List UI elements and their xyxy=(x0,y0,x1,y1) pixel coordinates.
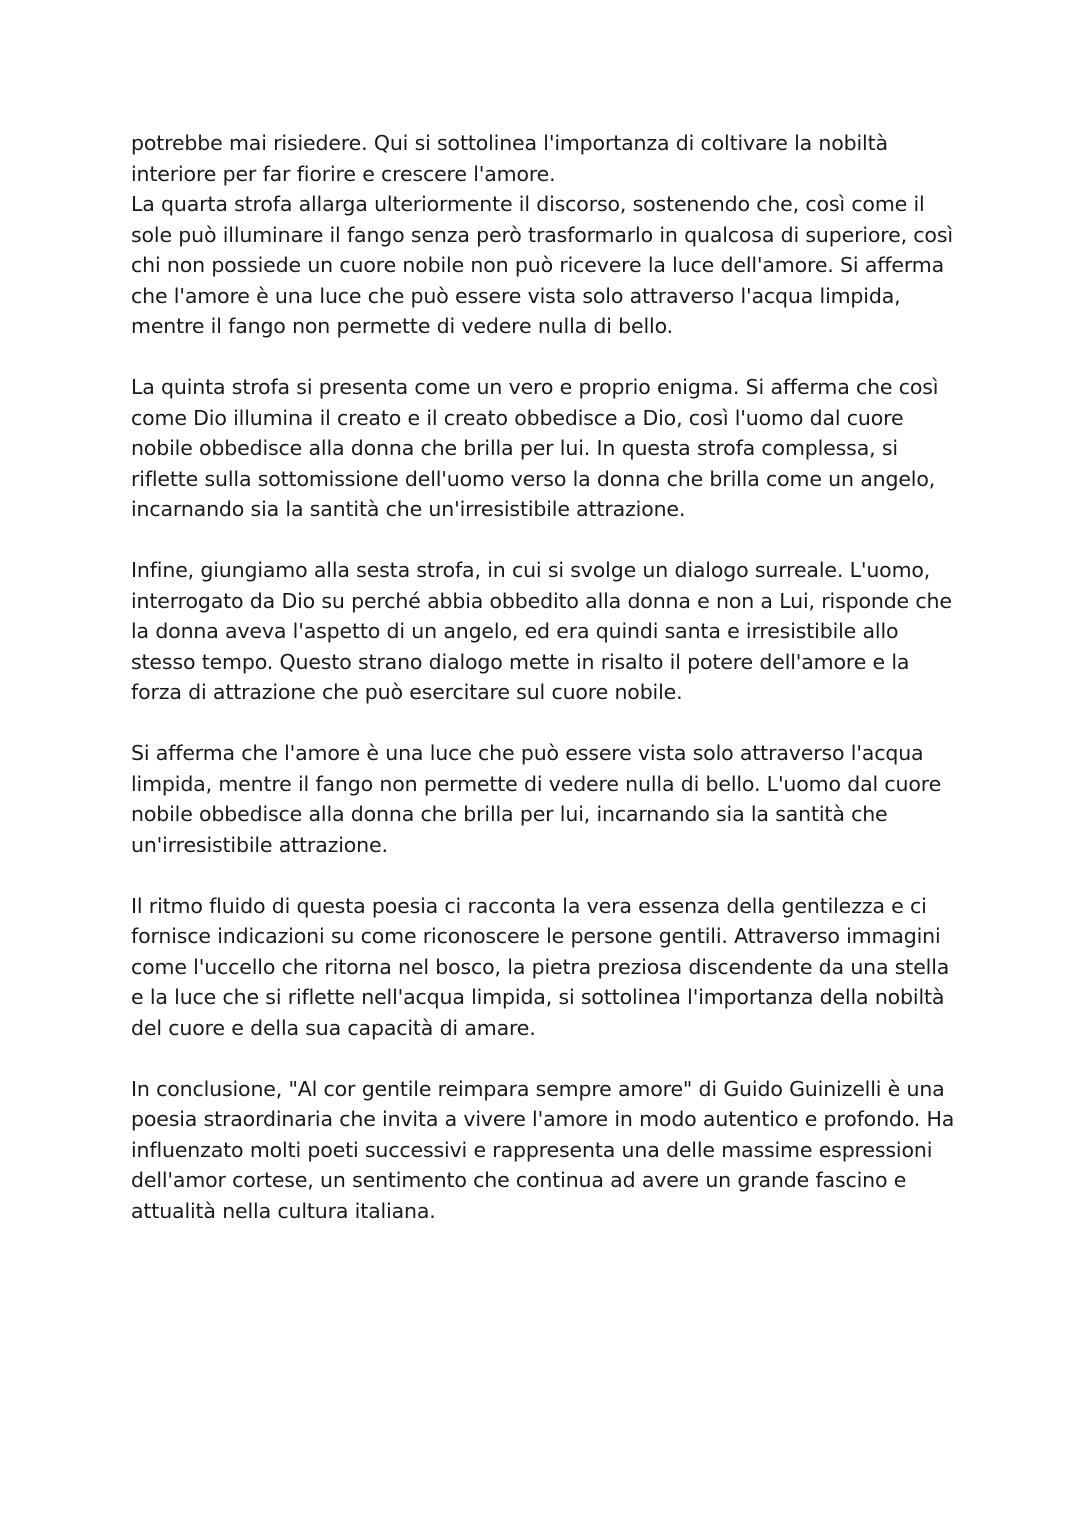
document-body xyxy=(131,128,961,1226)
paragraph-quinta-strofa: La quinta strofa si presenta come un vero e proprio enigma. Si afferma che così come Dio illumina il creato e il creato obbedisce a Dio, così l'uomo dal cuore nobile obbedisce alla donna che brilla per lui. In questa strofa complessa, si riflette sulla sottomissione dell'uomo verso la donna che brilla come un angelo, incarnando sia la santità che un'irresistibile attrazione. xyxy=(131,375,939,521)
paragraph-spacer xyxy=(131,342,961,373)
paragraph-nobilta-interiore: potrebbe mai risiedere. Qui si sottolinea l'importanza di coltivare la nobiltà interiore per far fiorire e crescere l'amore. xyxy=(131,131,888,186)
paragraph-luce-acqua: Si afferma che l'amore è una luce che può essere vista solo attraverso l'acqua limpida, mentre il fango non permette di vedere nulla di bello. L'uomo dal cuore nobile obbedisce alla donna che brilla per lui, incarnando sia la santità che un'irresistibile attrazione. xyxy=(131,741,942,857)
paragraph-spacer xyxy=(131,1043,961,1074)
paragraph-spacer xyxy=(131,708,961,739)
paragraph-sesta-strofa: Infine, giungiamo alla sesta strofa, in cui si svolge un dialogo surreale. L'uomo, interrogato da Dio su perché abbia obbedito alla donna e non a Lui, risponde che la donna aveva l'aspetto di un angelo, ed era quindi santa e irresistibile allo stesso tempo. Questo strano dialogo mette in risalto il potere dell'amore e la forza di attrazione che può esercitare sul cuore nobile. xyxy=(131,558,952,704)
paragraph-conclusione: In conclusione, "Al cor gentile reimpara sempre amore" di Guido Guinizelli è una poesia straordinaria che invita a vivere l'amore in modo autentico e profondo. Ha influenzato molti poeti successivi e rappresenta una delle massime espressioni dell'amor cortese, un sentimento che continua ad avere un grande fascino e attualità nella cultura italiana. xyxy=(131,1076,955,1223)
paragraph-spacer xyxy=(131,525,961,556)
paragraph-ritmo-fluido: Il ritmo fluido di questa poesia ci racconta la vera essenza della gentilezza e ci fornisce indicazioni su come riconoscere le persone gentili. Attraverso immagini come l'uccello che ritorna nel bosco, la pietra preziosa discendente da una stella e la luce che si riflette nell'acqua limpida, si sottolinea l'importanza della nobiltà del cuore e della sua capacità di amare. xyxy=(131,893,950,1040)
paragraph-spacer xyxy=(131,860,961,891)
paragraph-quarta-strofa: La quarta strofa allarga ulteriormente il discorso, sostenendo che, così come il sole può illuminare il fango senza però trasformarlo in qualcosa di superiore, così chi non possiede un cuore nobile non può ricevere la luce dell'amore. Si afferma che l'amore è una luce che può essere vista solo attraverso l'acqua limpida, mentre il fango non permette di vedere nulla di bello. xyxy=(131,192,953,338)
